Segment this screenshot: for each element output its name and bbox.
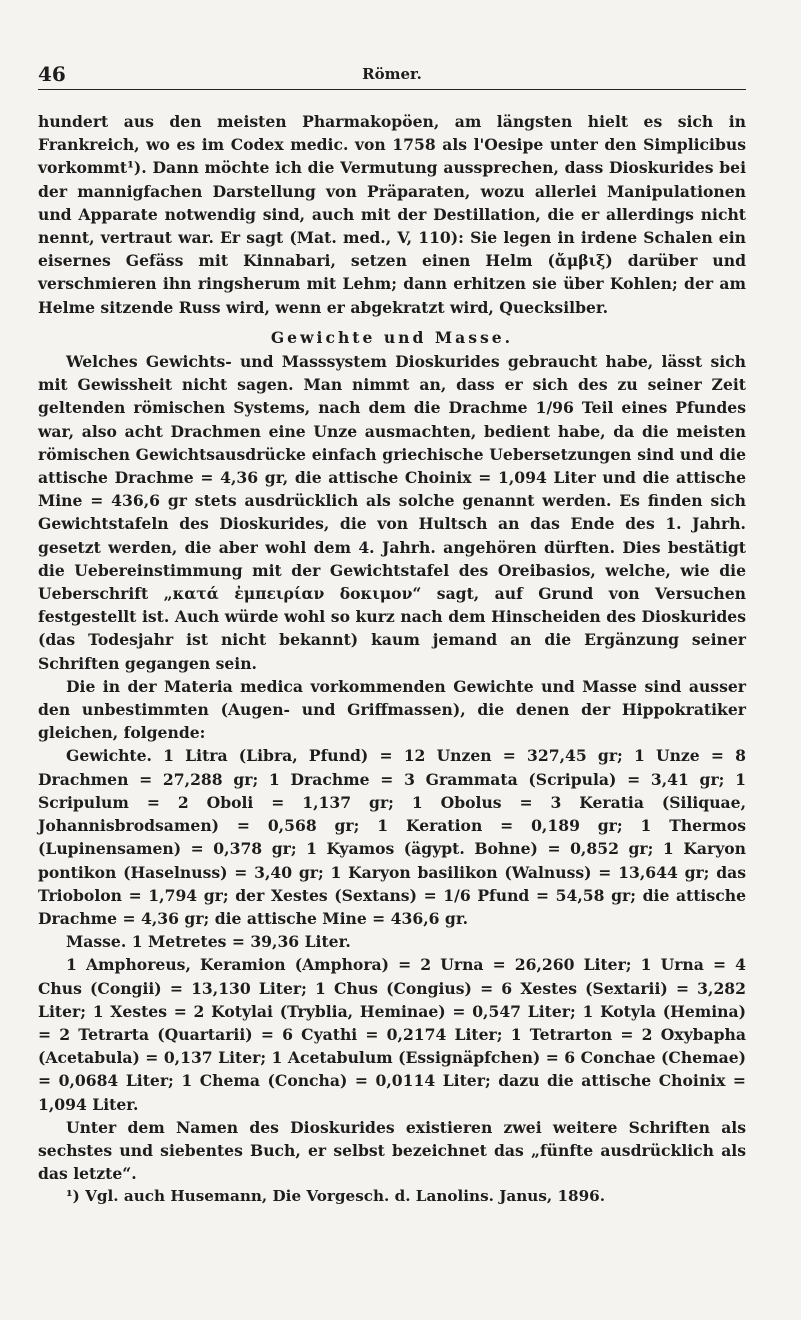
paragraph-3: Die in der Materia medica vorkommenden Gewichte und Masse sind ausser den unbestimmten (Augen- und Griffmassen), die denen der Hippokratiker gleichen, folgende:: [38, 676, 746, 743]
paragraph-6: 1 Amphoreus, Keramion (Amphora) = 2 Urna = 26,260 Liter; 1 Urna = 4 Chus (Congii) = 13,130 Liter; 1 Chus (Congius) = 6 Xestes (Sextarii) = 3,282 Liter; 1 Xestes = 2 Kotylai (Tryblia, Heminae) = 0,547 Liter; 1 Kotyla (Hemina) = 2 Tetrarta (Quartarii) = 6 Cyathi = 0,2174 Liter; 1 Tetrarton = 2 Oxybapha (Acetabula) = 0,137 Liter; 1 Acetabulum (Essignäpfchen) = 6 Conchae (Chemae) = 0,0684 Liter; 1 Chema (Concha) = 0,0114 Liter; dazu die attische Choinix = 1,094 Liter.: [38, 955, 746, 1114]
page-number: 46: [38, 62, 66, 86]
footnote: ¹) Vgl. auch Husemann, Die Vorgesch. d. Lanolins. Janus, 1896.: [66, 1187, 605, 1206]
page-header: [38, 62, 746, 84]
header-rule: [38, 89, 746, 90]
paragraph-weights: Gewichte. 1 Litra (Libra, Pfund) = 12 Unzen = 327,45 gr; 1 Unze = 8 Drachmen = 27,288 gr; 1 Drachme = 3 Grammata (Scripula) = 3,41 gr; 1 Scripulum = 2 Oboli = 1,137 gr; 1 Obolus = 3 Keratia (Siliquae, Johannisbrodsamen) = 0,568 gr; 1 Keration = 0,189 gr; 1 Thermos (Lupinensamen) = 0,378 gr; 1 Kyamos (ägypt. Bohne) = 0,852 gr; 1 Karyon pontikon (Haselnuss) = 3,40 gr; 1 Karyon basilikon (Walnuss) = 13,644 gr; das Triobolon = 1,794 gr; der Xestes (Sextans) = 1/6 Pfund = 54,58 gr; die attische Drachme = 4,36 gr; die attische Mine = 436,6 gr.: [38, 746, 746, 928]
section-title: Gewichte und Masse.: [270, 327, 514, 347]
body-text: [38, 110, 746, 1209]
paragraph-measures: Masse. 1 Metretes = 39,36 Liter.: [66, 932, 351, 952]
running-head: Römer.: [362, 65, 422, 83]
paragraph-7: Unter dem Namen des Dioskurides existieren zwei weitere Schriften als sechstes und siebentes Buch, er selbst bezeichnet das „fünfte ausdrücklich als das letzte“.: [38, 1117, 746, 1184]
paragraph-1: hundert aus den meisten Pharmakopöen, am längsten hielt es sich in Frankreich, wo es im Codex medic. von 1758 als l'Oesipe unter den Simplicibus vorkommt¹). Dann möchte ich die Vermutung aussprechen, dass Dioskurides bei der mannigfachen Darstellung von Präparaten, wozu allerlei Manipulationen und Apparate notwendig sind, auch mit der Destillation, die er allerdings nicht nennt, vertraut war. Er sagt (Mat. med., V, 110): Sie legen in irdene Schalen ein eisernes Gefäss mit Kinnabari, setzen einen Helm (ἄμβιξ) darüber und verschmieren ihn ringsherum mit Lehm; dann erhitzen sie über Kohlen; der am Helme sitzende Russ wird, wenn er abgekratzt wird, Quecksilber.: [38, 112, 746, 317]
paragraph-2: Welches Gewichts- und Masssystem Dioskurides gebraucht habe, lässt sich mit Gewissheit nicht sagen. Man nimmt an, dass er sich des zu seiner Zeit geltenden römischen Systems, nach dem die Drachme 1/96 Teil eines Pfundes war, also acht Drachmen eine Unze ausmachten, bedient habe, da die meisten römischen Gewichtsausdrücke einfach griechische Uebersetzungen sind und die attische Drachme = 4,36 gr, die attische Choinix = 1,094 Liter und die attische Mine = 436,6 gr stets ausdrücklich als solche genannt werden. Es finden sich Gewichtstafeln des Dioskurides, die von Hultsch an das Ende des 1. Jahrh. gesetzt werden, die aber wohl dem 4. Jahrh. angehören dürften. Dies bestätigt die Uebereinstimmung mit der Gewichtstafel des Oreibasios, welche, wie die Ueberschrift „κατά ἐμπειρίαν δοκιμον“ sagt, auf Grund von Versuchen festgestellt ist. Auch würde wohl so kurz nach dem Hinscheiden des Dioskurides (das Todesjahr ist nicht bekannt) kaum jemand an die Ergänzung seiner Schriften gegangen sein.: [38, 352, 746, 673]
